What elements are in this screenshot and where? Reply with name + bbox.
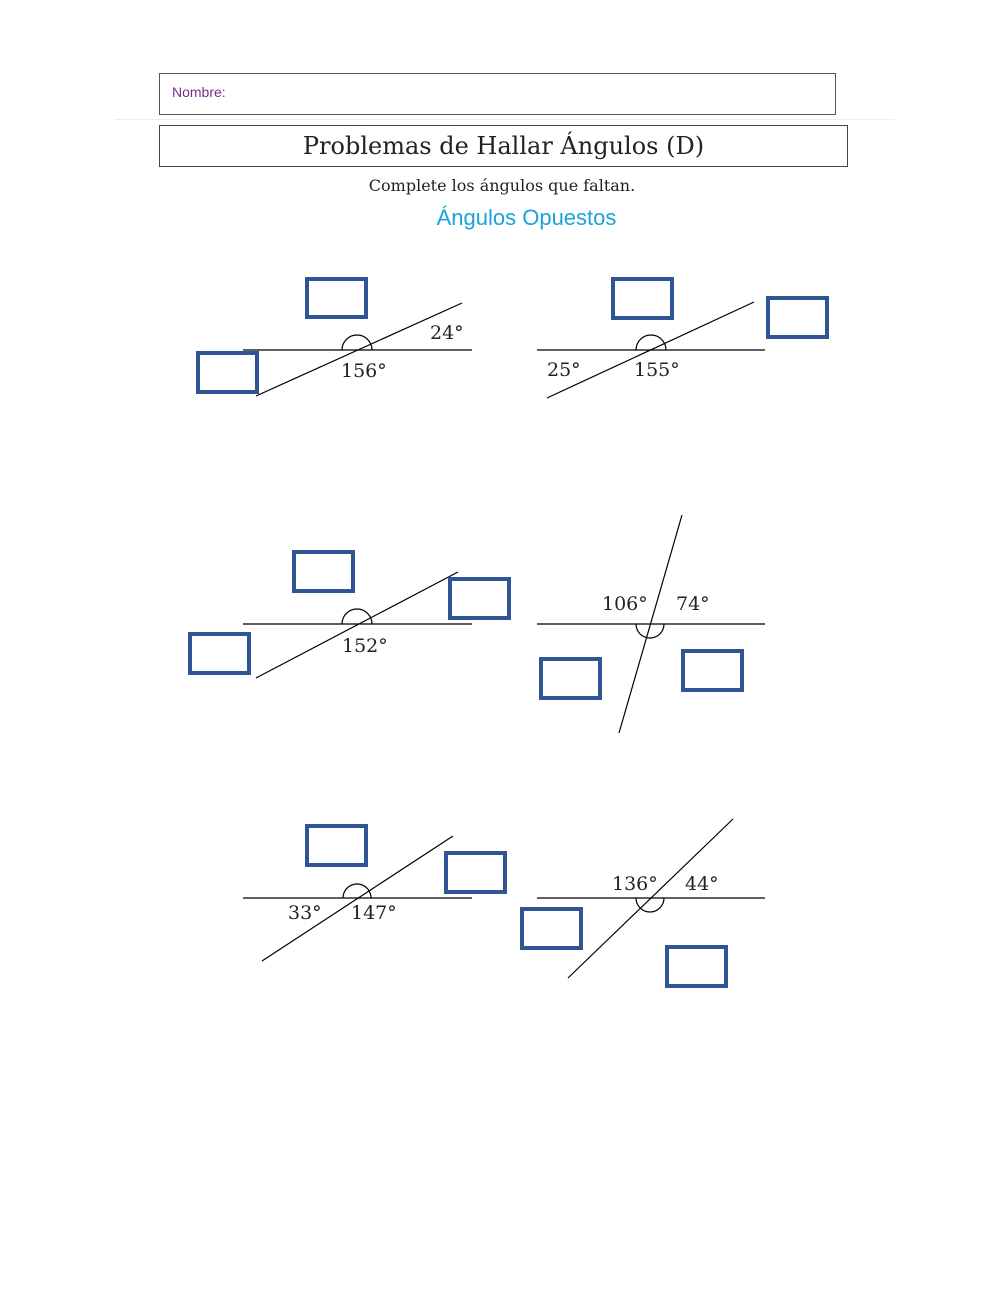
angle-label: 44° [685, 873, 719, 895]
angle-label: 155° [634, 359, 680, 381]
angle-label: 25° [547, 359, 581, 381]
answer-box[interactable] [307, 826, 366, 865]
angle-label: 136° [612, 873, 658, 895]
transversal-line [256, 572, 458, 678]
problem-6 [522, 819, 765, 986]
angle-arc [636, 898, 664, 912]
angle-label: 33° [288, 902, 322, 924]
answer-box[interactable] [541, 659, 600, 698]
problem-3 [190, 552, 509, 678]
answer-box[interactable] [294, 552, 353, 591]
problem-2 [537, 279, 827, 398]
problem-4 [537, 515, 765, 733]
problem-1 [198, 279, 472, 396]
angle-arc [636, 335, 666, 350]
answer-box[interactable] [446, 853, 505, 892]
name-label: Nombre: [172, 84, 226, 100]
angle-label: 152° [342, 635, 388, 657]
answer-box[interactable] [667, 947, 726, 986]
angle-label: 106° [602, 593, 648, 615]
angle-label: 156° [341, 360, 387, 382]
answer-box[interactable] [522, 909, 581, 948]
answer-box[interactable] [683, 651, 742, 690]
angle-arc [343, 884, 371, 898]
answer-box[interactable] [198, 353, 257, 392]
answer-box[interactable] [190, 634, 249, 673]
angle-label: 24° [430, 322, 464, 344]
angle-label: 147° [351, 902, 397, 924]
answer-box[interactable] [307, 279, 366, 317]
angle-label: 74° [676, 593, 710, 615]
angle-arc [342, 609, 372, 624]
answer-box[interactable] [613, 279, 672, 318]
answer-box[interactable] [450, 579, 509, 618]
angle-arc [342, 335, 372, 350]
page-title: Problemas de Hallar Ángulos (D) [302, 132, 705, 160]
answer-box[interactable] [768, 298, 827, 337]
instructions: Complete los ángulos que faltan. [368, 176, 636, 195]
problem-5 [243, 826, 505, 961]
section-title: Ángulos Opuestos [436, 205, 617, 230]
